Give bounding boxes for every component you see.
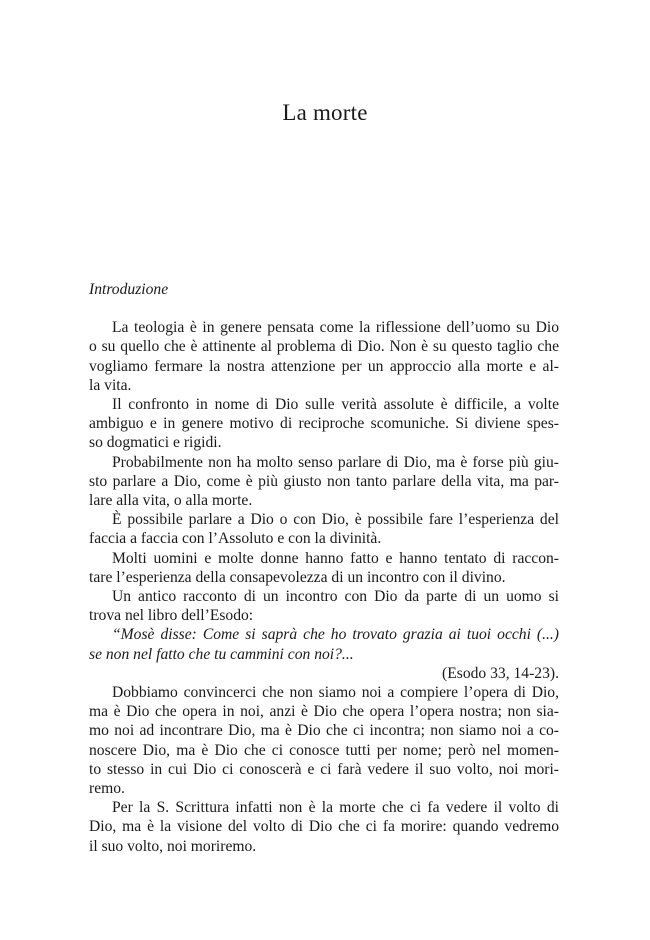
- section-heading: Introduzione: [89, 281, 169, 298]
- paragraphs-after-quote: [89, 683, 559, 856]
- body-text: [89, 280, 559, 856]
- text-line: to stesso in cui Dio ci conoscerà e ci farà vedere il suo volto, noi mori-: [89, 760, 559, 778]
- text-line: trova nel libro dell’Esodo:: [89, 607, 254, 625]
- text-line: lare alla vita, o alla morte.: [89, 492, 253, 510]
- paragraph: [89, 318, 559, 395]
- text-line: ambiguo e in genere motivo di reciproche scomuniche. Si diviene spes-: [89, 415, 559, 433]
- quote-line: se non nel fatto che tu cammini con noi?...: [89, 645, 354, 663]
- text-line: Dio, ma è la visione del volto di Dio che ci fa morire: quando vedremo: [89, 818, 559, 836]
- text-line: noscere Dio, ma è Dio che ci conosce tutti per nome; però nel momen-: [89, 741, 559, 759]
- text-line: ma è Dio che opera in noi, anzi è Dio che opera l’opera nostra; non sia-: [89, 703, 559, 721]
- chapter-title: La morte: [282, 100, 368, 125]
- text-line: tare l’esperienza della consapevolezza di un incontro con il divino.: [89, 568, 506, 586]
- text-line: mo noi ad incontrare Dio, ma è Dio che ci incontra; non siamo noi a co-: [89, 722, 559, 740]
- text-line: la vita.: [89, 376, 132, 394]
- quote-line: “Mosè disse: Come si saprà che ho trovato grazia ai tuoi occhi (...): [112, 626, 559, 644]
- paragraph: [89, 798, 559, 856]
- text-line: remo.: [89, 780, 125, 798]
- text-line: vogliamo fermare la nostra attenzione per un approccio alla morte e al-: [89, 357, 559, 375]
- text-line: faccia a faccia con l’Assoluto e con la divinità.: [89, 530, 382, 548]
- paragraph: [89, 549, 559, 587]
- paragraph: [89, 395, 559, 453]
- text-line: Molti uomini e molte donne hanno fatto e hanno tentato di raccon-: [112, 549, 559, 567]
- text-line: il suo volto, noi moriremo.: [89, 837, 257, 855]
- paragraph: [89, 453, 559, 511]
- paragraphs-before-quote: [89, 318, 559, 625]
- quote-citation: (Esodo 33, 14-23).: [442, 664, 559, 682]
- scripture-quote: [89, 625, 559, 663]
- text-line: so dogmatici e rigidi.: [89, 434, 222, 452]
- text-line: La teologia è in genere pensata come la riflessione dell’uomo su Dio: [112, 319, 559, 337]
- text-line: sto parlare a Dio, come è più giusto non tanto parlare della vita, ma par-: [89, 472, 559, 490]
- paragraph: [89, 510, 559, 548]
- paragraph: [89, 587, 559, 625]
- text-line: Il confronto in nome di Dio sulle verità assolute è difficile, a volte: [112, 396, 559, 414]
- paragraph: [89, 683, 559, 798]
- text-line: Un antico racconto di un incontro con Dio da parte di un uomo si: [112, 588, 559, 606]
- text-line: o su quello che è attinente al problema di Dio. Non è su questo taglio che: [89, 338, 559, 356]
- text-line: Per la S. Scrittura infatti non è la morte che ci fa vedere il volto di: [112, 799, 559, 817]
- text-line: È possibile parlare a Dio o con Dio, è possibile fare l’esperienza del: [112, 511, 559, 529]
- text-line: Probabilmente non ha molto senso parlare di Dio, ma è forse più giu-: [112, 453, 559, 471]
- text-line: Dobbiamo convincerci che non siamo noi a compiere l’opera di Dio,: [112, 684, 559, 702]
